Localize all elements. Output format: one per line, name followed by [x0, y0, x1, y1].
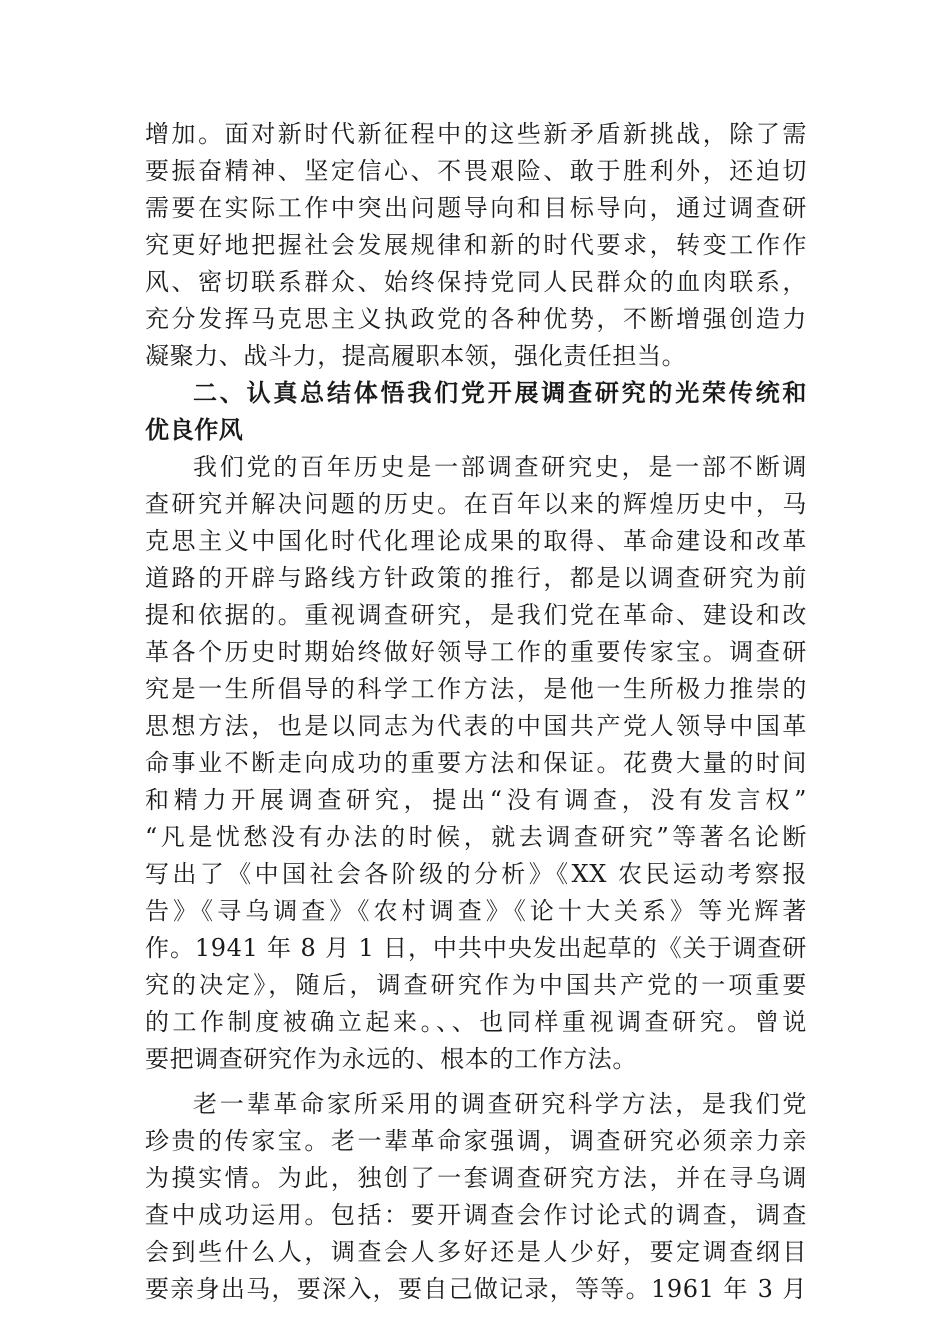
text-line: 究是一生所倡导的科学工作方法，是他一生所极力推崇的 — [145, 675, 807, 703]
text-line: 作。1941 年 8 月 1 日，中共中央发出起草的《关于调查研 — [145, 934, 807, 962]
text-line: 的工作制度被确立起来。、、也同样重视调查研究。曾说 — [145, 1008, 807, 1036]
text-line: 查中成功运用。包括：要开调查会作讨论式的调查，调查 — [145, 1201, 807, 1229]
text-line: 究的决定》，随后，调查研究作为中国共产党的一项重要 — [145, 971, 807, 999]
text-line: 要振奋精神、坚定信心、不畏艰险、敢于胜利外，还迫切 — [145, 157, 807, 185]
text-line: 风、密切联系群众、始终保持党同人民群众的血肉联系， — [145, 268, 807, 296]
paragraph-spacer — [145, 1078, 807, 1086]
text-line: 凝聚力、战斗力，提高履职本领，强化责任担当。 — [145, 342, 687, 370]
text-line: 克思主义中国化时代化理论成果的取得、革命建设和改革 — [145, 527, 807, 555]
text-line: 写出了《中国社会各阶级的分析》《XX 农民运动考察报 — [145, 860, 807, 888]
section-heading — [145, 375, 807, 449]
heading-line: 优良作风 — [145, 416, 244, 444]
paragraph-1 — [145, 116, 807, 375]
text-line: 要亲身出马，要深入，要自己做记录，等等。1961 年 3 月 — [145, 1275, 807, 1303]
text-line: 道路的开辟与路线方针政策的推行，都是以调查研究为前 — [145, 564, 807, 592]
paragraph-2 — [145, 449, 807, 1078]
text-line: 究更好地把握社会发展规律和新的时代要求，转变工作作 — [145, 231, 807, 259]
text-line: 会到些什么人，调查会人多好还是人少好，要定调查纲目 — [145, 1238, 807, 1266]
text-line: 老一辈革命家所采用的调查研究科学方法，是我们党 — [193, 1090, 807, 1118]
text-line: 和精力开展调查研究，提出“没有调查，没有发言权” — [145, 786, 807, 814]
document-page — [145, 116, 807, 1308]
text-line: 要把调查研究作为永远的、根本的工作方法。 — [145, 1045, 637, 1073]
text-line: 我们党的百年历史是一部调查研究史，是一部不断调 — [193, 453, 807, 481]
text-line: 为摸实情。为此，独创了一套调查研究方法，并在寻乌调 — [145, 1164, 807, 1192]
heading-line: 二、认真总结体悟我们党开展调查研究的光荣传统和 — [193, 379, 807, 407]
text-line: 需要在实际工作中突出问题导向和目标导向，通过调查研 — [145, 194, 807, 222]
text-line: “凡是忧愁没有办法的时候，就去调查研究”等著名论断 — [145, 823, 807, 851]
text-line: 查研究并解决问题的历史。在百年以来的辉煌历史中，马 — [145, 490, 807, 518]
text-line: 增加。面对新时代新征程中的这些新矛盾新挑战，除了需 — [145, 120, 807, 148]
text-line: 珍贵的传家宝。老一辈革命家强调，调查研究必须亲力亲 — [145, 1127, 807, 1155]
text-line: 思想方法，也是以同志为代表的中国共产党人领导中国革 — [145, 712, 807, 740]
paragraph-3 — [145, 1086, 807, 1308]
text-line: 告》《寻乌调查》《农村调查》《论十大关系》等光辉著 — [145, 897, 807, 925]
text-line: 提和依据的。重视调查研究，是我们党在革命、建设和改 — [145, 601, 807, 629]
text-line: 命事业不断走向成功的重要方法和保证。花费大量的时间 — [145, 749, 807, 777]
text-line: 革各个历史时期始终做好领导工作的重要传家宝。调查研 — [145, 638, 807, 666]
text-line: 充分发挥马克思主义执政党的各种优势，不断增强创造力 — [145, 305, 807, 333]
